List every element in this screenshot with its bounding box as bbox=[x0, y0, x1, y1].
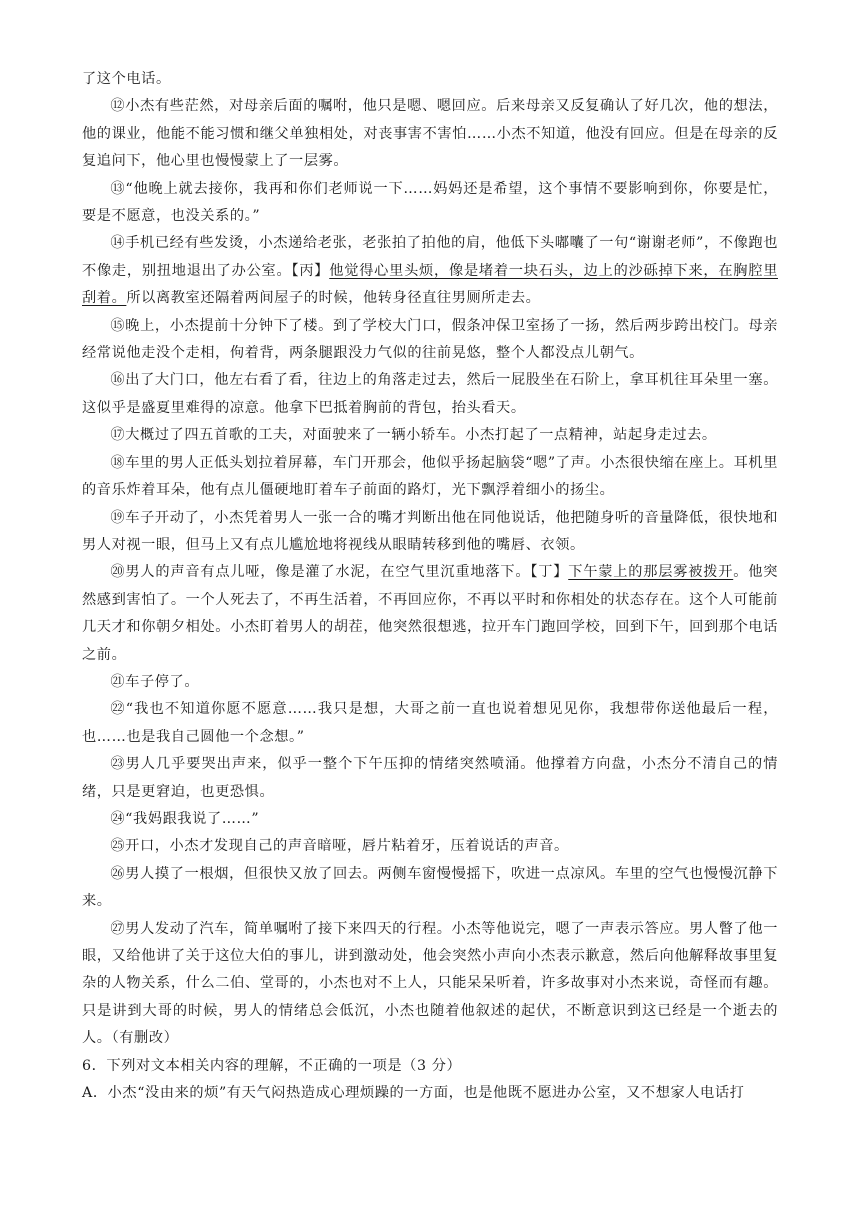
paragraph bbox=[82, 505, 778, 560]
paragraph-text: 了这个电话。 bbox=[82, 71, 171, 87]
paragraph-text: ㉗男人发动了汽车，简单嘱咐了接下来四天的行程。小杰等他说完，嗯了一声表示答应。男人瞥了他一眼，又给他讲了关于这位大伯的事儿，讲到激动处，他会突然小声向小杰表示歉意，然后向他解释故事里复杂的人物关系，什么二伯、堂哥的，小杰也对不上人，只能呆呆听着，许多故事对小杰来说，奇怪而有趣。只是讲到大哥的时候，男人的情绪总会低沉，小杰也随着他叙述的起伏，不断意识到这已经是一个逝去的人。（有删改） bbox=[82, 920, 778, 1047]
paragraph-text: ⑱车里的男人正低头划拉着屏幕，车门开那会，他似乎扬起脑袋“嗯”了声。小杰很快缩在座上。耳机里的音乐炸着耳朵，他有点儿僵硬地盯着车子前面的路灯，光下飘浮着细小的扬尘。 bbox=[82, 454, 778, 499]
paragraph-text: ⑳男人的声音有点儿哑，像是灌了水泥，在空气里沉重地落下。【丁】 bbox=[110, 564, 569, 581]
paragraph-text: ㉔“我妈跟我说了……” bbox=[110, 810, 260, 827]
paragraph-text: ㉓男人几乎要哭出声来，似乎一整个下午压抑的情绪突然喷涌。他撑着方向盘，小杰分不清自己的情绪，只是更窘迫，也更恐惧。 bbox=[82, 756, 778, 800]
paragraph-text: ⑮晚上，小杰提前十分钟下了楼。到了学校大门口，假条冲保卫室扬了一扬，然后两步跨出校门。母亲经常说他走没个走相，佝着背，两条腿跟没力气似的往前晃悠，整个人都没点儿朝气。 bbox=[82, 317, 778, 362]
option-a: A．小杰“没由来的烦”有天气闷热造成心理烦躁的一方面，也是他既不愿进办公室，又不想家人电话打 bbox=[82, 1085, 745, 1102]
paragraph-text: ⑬“他晚上就去接你，我再和你们老师说一下……妈妈还是希望，这个事情不要影响到你，你要是忙，要是不愿意，也没关系的。” bbox=[82, 180, 778, 225]
paragraph bbox=[82, 696, 778, 751]
underlined-sentence: 他觉得心里头烦，像是堵着一块石头，边上的沙砾掉下来，在胸腔里刮着。 bbox=[82, 262, 778, 307]
paragraph bbox=[82, 669, 778, 696]
paragraph-text: ㉖男人摸了一根烟，但很快又放了回去。两侧车窗慢慢摇下，吹进一点凉风。车里的空气也慢慢沉静下来。 bbox=[82, 865, 778, 910]
paragraph bbox=[82, 176, 778, 231]
paragraph-text: 。他突然感到害怕了。一个人死去了，不再生活着，不再回应你，不再以平时和你相处的状态存在。这个人可能前几天才和你朝夕相处。小杰盯着男人的胡茬，他突然很想逃，拉开车门跑回学校，回到下午，回到那个电话之前。 bbox=[82, 564, 778, 663]
paragraph-text: ㉒“我也不知道你愿不愿意……我只是想，大哥之前一直也说着想见见你，我想带你送他最后一程，也……也是我自己圆他一个念想。” bbox=[82, 701, 778, 745]
paragraph bbox=[82, 806, 778, 833]
paragraph-text: ⑰大概过了四五首歌的工夫，对面驶来了一辆小轿车。小杰打起了一点精神，站起身走过去。 bbox=[110, 427, 717, 444]
article-body bbox=[82, 66, 778, 1053]
paragraph-text: ⑲车子开动了，小杰凭着男人一张一合的嘴才判断出他在同他说话，他把随身听的音量降低，很快地和男人对视一眼，但马上又有点儿尴尬地将视线从眼睛转移到他的嘴唇、衣领。 bbox=[82, 509, 778, 553]
paragraph bbox=[82, 861, 778, 916]
paragraph bbox=[82, 751, 778, 806]
paragraph-text: 所以离教室还隔着两间屋子的时候，他转身径直往男厕所走去。 bbox=[126, 290, 541, 307]
paragraph bbox=[82, 559, 778, 669]
paragraph-text: ⑭手机已经有些发烫，小杰递给老张，老张拍了拍他的肩，他低下头嘟囔了一句“谢谢老师”，不像跑也不像走，别扭地退出了办公室。【丙】 bbox=[82, 235, 778, 279]
paragraph-text: ⑫小杰有些茫然，对母亲后面的嘱咐，他只是嗯、嗯回应。后来母亲又反复确认了好几次，他的想法，他的课业，他能不能习惯和继父单独相处，对丧事害不害怕……小杰不知道，他没有回应。但是在母亲的反复追问下，他心里也慢慢蒙上了一层雾。 bbox=[82, 98, 778, 170]
paragraph bbox=[82, 313, 778, 368]
paragraph bbox=[82, 422, 778, 449]
paragraph bbox=[82, 93, 778, 175]
underlined-sentence: 下午蒙上的那层雾被拨开 bbox=[568, 564, 734, 581]
paragraph bbox=[82, 916, 778, 1053]
paragraph bbox=[82, 367, 778, 422]
paragraph bbox=[82, 230, 778, 312]
paragraph bbox=[82, 450, 778, 505]
question-stem: 6．下列对文本相关内容的理解，不正确的一项是（3 分） bbox=[82, 1057, 462, 1074]
paragraph bbox=[82, 833, 778, 860]
paragraph-text: ⑯出了大门口，他左右看了看，往边上的角落走过去，然后一屁股坐在石阶上，拿耳机往耳朵里一塞。这似乎是盛夏里难得的凉意。他拿下巴抵着胸前的背包，抬头看天。 bbox=[82, 372, 778, 416]
paragraph bbox=[82, 66, 778, 93]
paragraph-text: ㉑车子停了。 bbox=[110, 673, 200, 690]
paragraph-text: ㉕开口，小杰才发现自己的声音暗哑，唇片粘着牙，压着说话的声音。 bbox=[110, 838, 569, 855]
